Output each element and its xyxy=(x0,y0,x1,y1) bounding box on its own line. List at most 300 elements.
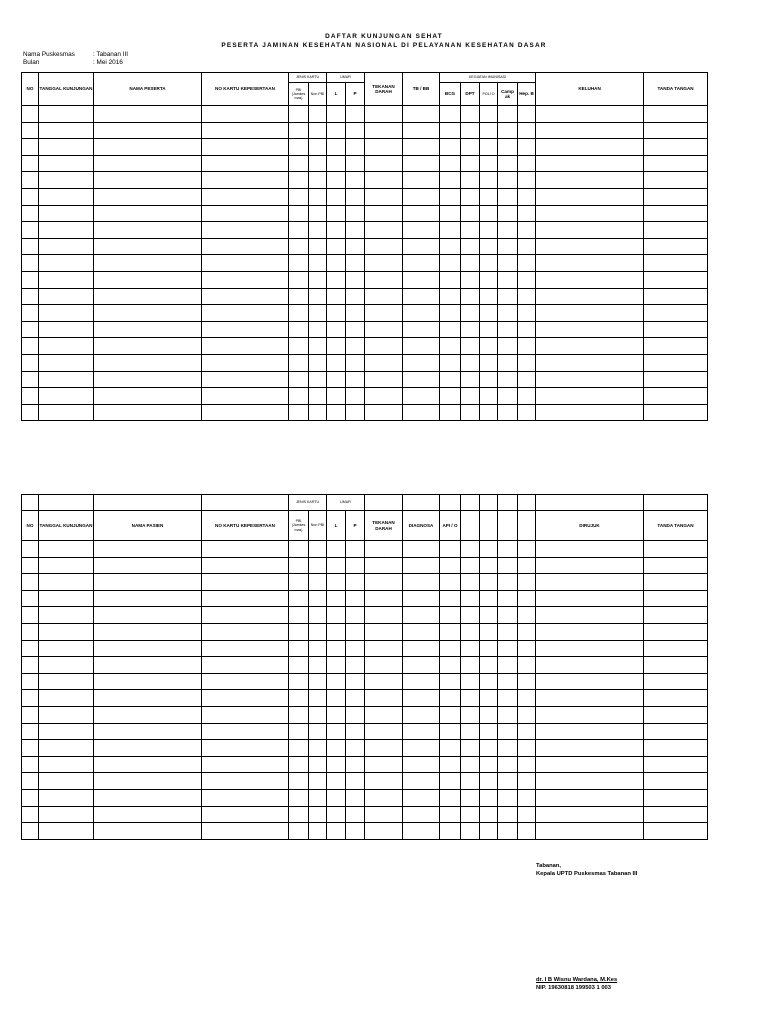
table-cell[interactable] xyxy=(289,607,309,624)
table-cell[interactable] xyxy=(644,155,708,172)
table-cell[interactable] xyxy=(518,806,536,823)
table-cell[interactable] xyxy=(202,238,289,255)
table-cell[interactable] xyxy=(440,541,461,558)
table-cell[interactable] xyxy=(327,623,346,640)
table-cell[interactable] xyxy=(39,640,94,657)
table-cell[interactable] xyxy=(498,238,518,255)
table-cell[interactable] xyxy=(202,756,289,773)
table-cell[interactable] xyxy=(536,557,644,574)
table-cell[interactable] xyxy=(94,255,202,272)
table-cell[interactable] xyxy=(94,238,202,255)
table-cell[interactable] xyxy=(518,106,536,123)
table-cell[interactable] xyxy=(309,139,327,156)
table-cell[interactable] xyxy=(289,205,309,222)
table-cell[interactable] xyxy=(202,740,289,757)
table-cell[interactable] xyxy=(440,706,461,723)
table-cell[interactable] xyxy=(346,122,365,139)
table-cell[interactable] xyxy=(327,321,346,338)
table-cell[interactable] xyxy=(94,271,202,288)
table-cell[interactable] xyxy=(440,557,461,574)
table-cell[interactable] xyxy=(644,623,708,640)
table-cell[interactable] xyxy=(289,756,309,773)
table-cell[interactable] xyxy=(480,773,498,790)
table-cell[interactable] xyxy=(365,106,403,123)
table-cell[interactable] xyxy=(202,806,289,823)
table-cell[interactable] xyxy=(22,623,39,640)
table-cell[interactable] xyxy=(365,388,403,405)
table-cell[interactable] xyxy=(365,305,403,322)
table-cell[interactable] xyxy=(644,773,708,790)
table-cell[interactable] xyxy=(327,690,346,707)
table-cell[interactable] xyxy=(403,388,440,405)
table-cell[interactable] xyxy=(39,557,94,574)
table-cell[interactable] xyxy=(644,574,708,591)
table-cell[interactable] xyxy=(327,673,346,690)
table-cell[interactable] xyxy=(202,557,289,574)
table-cell[interactable] xyxy=(461,155,480,172)
table-cell[interactable] xyxy=(644,354,708,371)
table-cell[interactable] xyxy=(536,673,644,690)
table-cell[interactable] xyxy=(480,756,498,773)
table-cell[interactable] xyxy=(327,823,346,840)
table-cell[interactable] xyxy=(518,371,536,388)
table-cell[interactable] xyxy=(94,371,202,388)
table-cell[interactable] xyxy=(346,623,365,640)
table-cell[interactable] xyxy=(440,139,461,156)
table-cell[interactable] xyxy=(440,205,461,222)
table-cell[interactable] xyxy=(22,305,39,322)
table-cell[interactable] xyxy=(202,789,289,806)
table-cell[interactable] xyxy=(644,690,708,707)
table-cell[interactable] xyxy=(644,305,708,322)
table-cell[interactable] xyxy=(536,371,644,388)
table-cell[interactable] xyxy=(536,607,644,624)
table-cell[interactable] xyxy=(327,657,346,674)
table-cell[interactable] xyxy=(498,172,518,189)
table-cell[interactable] xyxy=(440,188,461,205)
table-cell[interactable] xyxy=(346,756,365,773)
table-cell[interactable] xyxy=(461,773,480,790)
table-cell[interactable] xyxy=(403,823,440,840)
table-cell[interactable] xyxy=(365,222,403,239)
table-cell[interactable] xyxy=(480,657,498,674)
table-cell[interactable] xyxy=(480,371,498,388)
table-cell[interactable] xyxy=(440,673,461,690)
table-cell[interactable] xyxy=(644,271,708,288)
table-cell[interactable] xyxy=(289,305,309,322)
table-cell[interactable] xyxy=(498,222,518,239)
table-cell[interactable] xyxy=(440,321,461,338)
table-cell[interactable] xyxy=(480,255,498,272)
table-cell[interactable] xyxy=(365,371,403,388)
table-cell[interactable] xyxy=(289,188,309,205)
table-cell[interactable] xyxy=(403,271,440,288)
table-cell[interactable] xyxy=(440,172,461,189)
table-cell[interactable] xyxy=(461,404,480,421)
table-cell[interactable] xyxy=(309,122,327,139)
table-cell[interactable] xyxy=(346,557,365,574)
table-cell[interactable] xyxy=(309,354,327,371)
table-cell[interactable] xyxy=(518,657,536,674)
table-cell[interactable] xyxy=(440,590,461,607)
table-cell[interactable] xyxy=(22,673,39,690)
table-cell[interactable] xyxy=(309,205,327,222)
table-cell[interactable] xyxy=(22,557,39,574)
table-cell[interactable] xyxy=(94,354,202,371)
table-cell[interactable] xyxy=(536,271,644,288)
table-cell[interactable] xyxy=(536,205,644,222)
table-cell[interactable] xyxy=(289,222,309,239)
table-cell[interactable] xyxy=(365,155,403,172)
table-cell[interactable] xyxy=(644,541,708,558)
table-cell[interactable] xyxy=(461,574,480,591)
table-cell[interactable] xyxy=(94,305,202,322)
table-cell[interactable] xyxy=(289,557,309,574)
table-cell[interactable] xyxy=(440,607,461,624)
table-cell[interactable] xyxy=(39,288,94,305)
table-cell[interactable] xyxy=(309,690,327,707)
table-cell[interactable] xyxy=(22,640,39,657)
table-cell[interactable] xyxy=(440,640,461,657)
table-cell[interactable] xyxy=(346,388,365,405)
table-cell[interactable] xyxy=(309,222,327,239)
table-cell[interactable] xyxy=(440,773,461,790)
table-cell[interactable] xyxy=(327,740,346,757)
table-cell[interactable] xyxy=(403,122,440,139)
table-cell[interactable] xyxy=(536,789,644,806)
table-cell[interactable] xyxy=(461,723,480,740)
table-cell[interactable] xyxy=(346,789,365,806)
table-cell[interactable] xyxy=(202,541,289,558)
table-cell[interactable] xyxy=(39,773,94,790)
table-cell[interactable] xyxy=(309,773,327,790)
table-cell[interactable] xyxy=(309,623,327,640)
table-cell[interactable] xyxy=(644,590,708,607)
table-cell[interactable] xyxy=(327,106,346,123)
table-cell[interactable] xyxy=(202,640,289,657)
table-cell[interactable] xyxy=(22,122,39,139)
table-cell[interactable] xyxy=(365,607,403,624)
table-cell[interactable] xyxy=(498,740,518,757)
table-cell[interactable] xyxy=(480,557,498,574)
table-cell[interactable] xyxy=(94,106,202,123)
table-cell[interactable] xyxy=(289,172,309,189)
table-cell[interactable] xyxy=(536,122,644,139)
table-cell[interactable] xyxy=(536,106,644,123)
table-cell[interactable] xyxy=(518,222,536,239)
table-cell[interactable] xyxy=(440,740,461,757)
table-cell[interactable] xyxy=(22,773,39,790)
table-cell[interactable] xyxy=(202,122,289,139)
table-cell[interactable] xyxy=(346,288,365,305)
table-cell[interactable] xyxy=(202,305,289,322)
table-cell[interactable] xyxy=(480,288,498,305)
table-cell[interactable] xyxy=(289,338,309,355)
table-cell[interactable] xyxy=(22,756,39,773)
table-cell[interactable] xyxy=(289,574,309,591)
table-cell[interactable] xyxy=(518,740,536,757)
table-cell[interactable] xyxy=(403,740,440,757)
table-cell[interactable] xyxy=(440,806,461,823)
table-cell[interactable] xyxy=(498,404,518,421)
table-cell[interactable] xyxy=(202,139,289,156)
table-cell[interactable] xyxy=(22,172,39,189)
table-cell[interactable] xyxy=(346,823,365,840)
table-cell[interactable] xyxy=(498,354,518,371)
table-cell[interactable] xyxy=(518,139,536,156)
table-cell[interactable] xyxy=(289,640,309,657)
table-cell[interactable] xyxy=(403,690,440,707)
table-cell[interactable] xyxy=(202,205,289,222)
table-cell[interactable] xyxy=(309,404,327,421)
table-cell[interactable] xyxy=(403,222,440,239)
table-cell[interactable] xyxy=(536,723,644,740)
table-cell[interactable] xyxy=(94,657,202,674)
table-cell[interactable] xyxy=(346,255,365,272)
table-cell[interactable] xyxy=(309,172,327,189)
table-cell[interactable] xyxy=(403,172,440,189)
table-cell[interactable] xyxy=(22,288,39,305)
table-cell[interactable] xyxy=(461,623,480,640)
table-cell[interactable] xyxy=(480,122,498,139)
table-cell[interactable] xyxy=(202,607,289,624)
table-cell[interactable] xyxy=(346,806,365,823)
table-cell[interactable] xyxy=(518,388,536,405)
table-cell[interactable] xyxy=(480,806,498,823)
table-cell[interactable] xyxy=(309,607,327,624)
table-cell[interactable] xyxy=(644,139,708,156)
table-cell[interactable] xyxy=(480,388,498,405)
table-cell[interactable] xyxy=(480,354,498,371)
table-cell[interactable] xyxy=(327,222,346,239)
table-cell[interactable] xyxy=(365,623,403,640)
table-cell[interactable] xyxy=(440,690,461,707)
table-cell[interactable] xyxy=(289,806,309,823)
table-cell[interactable] xyxy=(536,740,644,757)
table-cell[interactable] xyxy=(39,690,94,707)
table-cell[interactable] xyxy=(403,139,440,156)
table-cell[interactable] xyxy=(39,305,94,322)
table-cell[interactable] xyxy=(536,321,644,338)
table-cell[interactable] xyxy=(202,823,289,840)
table-cell[interactable] xyxy=(440,723,461,740)
table-cell[interactable] xyxy=(309,288,327,305)
table-cell[interactable] xyxy=(480,271,498,288)
table-cell[interactable] xyxy=(309,723,327,740)
table-cell[interactable] xyxy=(365,188,403,205)
table-cell[interactable] xyxy=(644,657,708,674)
table-cell[interactable] xyxy=(39,338,94,355)
table-cell[interactable] xyxy=(440,388,461,405)
table-cell[interactable] xyxy=(289,122,309,139)
table-cell[interactable] xyxy=(440,404,461,421)
table-cell[interactable] xyxy=(22,657,39,674)
table-cell[interactable] xyxy=(22,106,39,123)
table-cell[interactable] xyxy=(289,723,309,740)
table-cell[interactable] xyxy=(644,188,708,205)
table-cell[interactable] xyxy=(327,541,346,558)
table-cell[interactable] xyxy=(39,789,94,806)
table-cell[interactable] xyxy=(202,706,289,723)
table-cell[interactable] xyxy=(202,172,289,189)
table-cell[interactable] xyxy=(346,607,365,624)
table-cell[interactable] xyxy=(365,404,403,421)
table-cell[interactable] xyxy=(365,271,403,288)
table-cell[interactable] xyxy=(346,590,365,607)
table-cell[interactable] xyxy=(327,756,346,773)
table-cell[interactable] xyxy=(94,404,202,421)
table-cell[interactable] xyxy=(346,723,365,740)
table-cell[interactable] xyxy=(403,623,440,640)
table-cell[interactable] xyxy=(536,354,644,371)
table-cell[interactable] xyxy=(289,541,309,558)
table-cell[interactable] xyxy=(461,205,480,222)
table-cell[interactable] xyxy=(289,106,309,123)
table-cell[interactable] xyxy=(644,172,708,189)
table-cell[interactable] xyxy=(94,823,202,840)
table-cell[interactable] xyxy=(480,338,498,355)
table-cell[interactable] xyxy=(202,574,289,591)
table-cell[interactable] xyxy=(518,338,536,355)
table-cell[interactable] xyxy=(94,690,202,707)
table-cell[interactable] xyxy=(461,255,480,272)
table-cell[interactable] xyxy=(536,574,644,591)
table-cell[interactable] xyxy=(461,354,480,371)
table-cell[interactable] xyxy=(346,338,365,355)
table-cell[interactable] xyxy=(94,338,202,355)
table-cell[interactable] xyxy=(309,673,327,690)
table-cell[interactable] xyxy=(39,623,94,640)
table-cell[interactable] xyxy=(644,723,708,740)
table-cell[interactable] xyxy=(461,590,480,607)
table-cell[interactable] xyxy=(39,255,94,272)
table-cell[interactable] xyxy=(289,404,309,421)
table-cell[interactable] xyxy=(461,172,480,189)
table-cell[interactable] xyxy=(461,557,480,574)
table-cell[interactable] xyxy=(644,756,708,773)
table-cell[interactable] xyxy=(202,590,289,607)
table-cell[interactable] xyxy=(518,623,536,640)
table-cell[interactable] xyxy=(498,122,518,139)
table-cell[interactable] xyxy=(202,354,289,371)
table-cell[interactable] xyxy=(461,106,480,123)
table-cell[interactable] xyxy=(644,706,708,723)
table-cell[interactable] xyxy=(498,607,518,624)
table-cell[interactable] xyxy=(498,673,518,690)
table-cell[interactable] xyxy=(536,590,644,607)
table-cell[interactable] xyxy=(327,122,346,139)
table-cell[interactable] xyxy=(536,541,644,558)
table-cell[interactable] xyxy=(365,806,403,823)
table-cell[interactable] xyxy=(39,222,94,239)
table-cell[interactable] xyxy=(498,640,518,657)
table-cell[interactable] xyxy=(289,690,309,707)
table-cell[interactable] xyxy=(94,172,202,189)
table-cell[interactable] xyxy=(39,155,94,172)
table-cell[interactable] xyxy=(39,673,94,690)
table-cell[interactable] xyxy=(461,305,480,322)
table-cell[interactable] xyxy=(498,139,518,156)
table-cell[interactable] xyxy=(327,640,346,657)
table-cell[interactable] xyxy=(403,321,440,338)
table-cell[interactable] xyxy=(403,288,440,305)
table-cell[interactable] xyxy=(480,673,498,690)
table-cell[interactable] xyxy=(536,706,644,723)
table-cell[interactable] xyxy=(498,623,518,640)
table-cell[interactable] xyxy=(644,371,708,388)
table-cell[interactable] xyxy=(289,673,309,690)
table-cell[interactable] xyxy=(202,723,289,740)
table-cell[interactable] xyxy=(327,723,346,740)
table-cell[interactable] xyxy=(461,823,480,840)
table-cell[interactable] xyxy=(365,773,403,790)
table-cell[interactable] xyxy=(39,106,94,123)
table-cell[interactable] xyxy=(289,139,309,156)
table-cell[interactable] xyxy=(480,740,498,757)
table-cell[interactable] xyxy=(403,773,440,790)
table-cell[interactable] xyxy=(346,706,365,723)
table-cell[interactable] xyxy=(346,106,365,123)
table-cell[interactable] xyxy=(22,823,39,840)
table-cell[interactable] xyxy=(327,574,346,591)
table-cell[interactable] xyxy=(289,773,309,790)
table-cell[interactable] xyxy=(39,806,94,823)
table-cell[interactable] xyxy=(498,723,518,740)
table-cell[interactable] xyxy=(94,706,202,723)
table-cell[interactable] xyxy=(518,773,536,790)
table-cell[interactable] xyxy=(461,139,480,156)
table-cell[interactable] xyxy=(498,823,518,840)
table-cell[interactable] xyxy=(289,623,309,640)
table-cell[interactable] xyxy=(202,155,289,172)
table-cell[interactable] xyxy=(461,690,480,707)
table-cell[interactable] xyxy=(365,557,403,574)
table-cell[interactable] xyxy=(309,271,327,288)
table-cell[interactable] xyxy=(403,404,440,421)
table-cell[interactable] xyxy=(94,288,202,305)
table-cell[interactable] xyxy=(309,806,327,823)
table-cell[interactable] xyxy=(518,205,536,222)
table-cell[interactable] xyxy=(518,706,536,723)
table-cell[interactable] xyxy=(94,557,202,574)
table-cell[interactable] xyxy=(480,823,498,840)
table-cell[interactable] xyxy=(289,354,309,371)
table-cell[interactable] xyxy=(39,590,94,607)
table-cell[interactable] xyxy=(536,288,644,305)
table-cell[interactable] xyxy=(327,238,346,255)
table-cell[interactable] xyxy=(498,305,518,322)
table-cell[interactable] xyxy=(202,623,289,640)
table-cell[interactable] xyxy=(94,723,202,740)
table-cell[interactable] xyxy=(202,404,289,421)
table-cell[interactable] xyxy=(440,574,461,591)
table-cell[interactable] xyxy=(461,388,480,405)
table-cell[interactable] xyxy=(518,354,536,371)
table-cell[interactable] xyxy=(498,773,518,790)
table-cell[interactable] xyxy=(309,388,327,405)
table-cell[interactable] xyxy=(39,371,94,388)
table-cell[interactable] xyxy=(39,139,94,156)
table-cell[interactable] xyxy=(461,288,480,305)
table-cell[interactable] xyxy=(365,740,403,757)
table-cell[interactable] xyxy=(536,756,644,773)
table-cell[interactable] xyxy=(536,773,644,790)
table-cell[interactable] xyxy=(202,690,289,707)
table-cell[interactable] xyxy=(518,305,536,322)
table-cell[interactable] xyxy=(365,338,403,355)
table-cell[interactable] xyxy=(22,271,39,288)
table-cell[interactable] xyxy=(644,388,708,405)
